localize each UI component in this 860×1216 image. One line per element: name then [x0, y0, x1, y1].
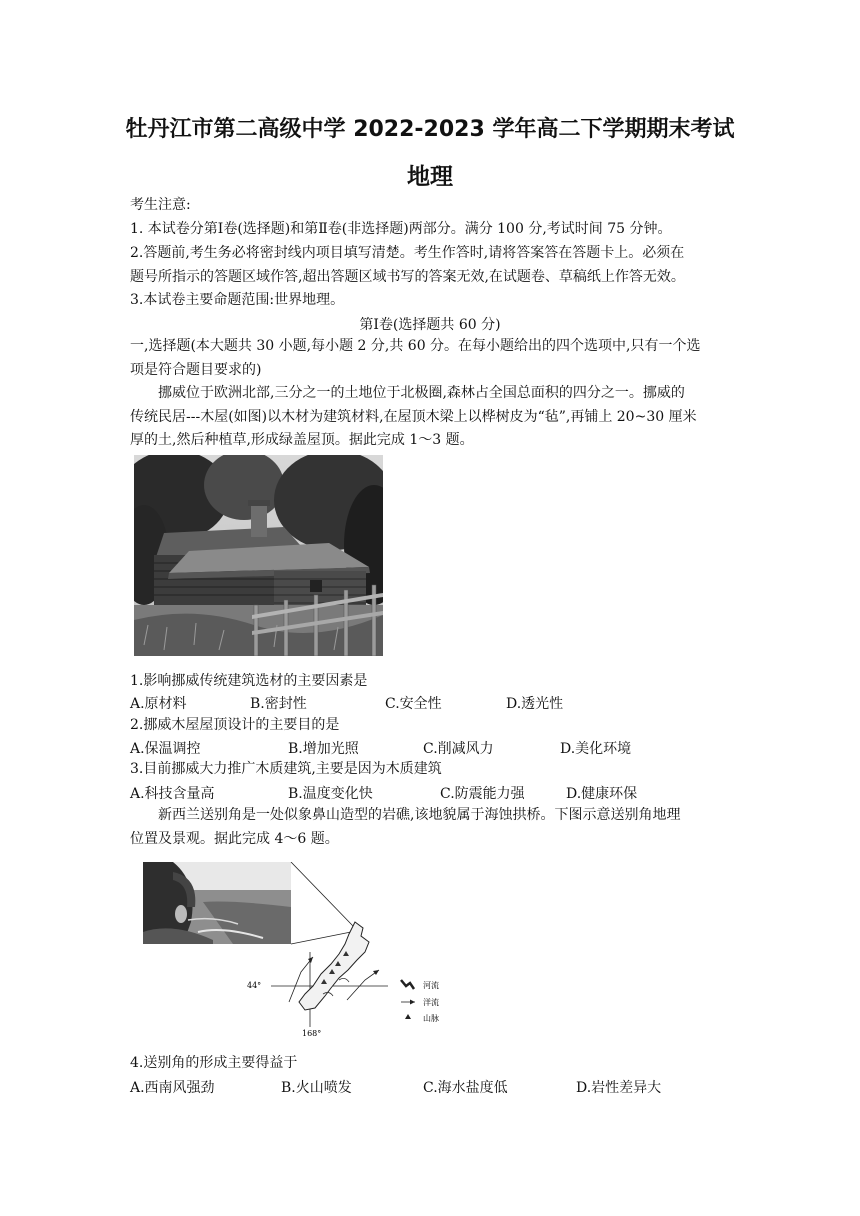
subject-title: 地理: [407, 164, 453, 190]
river-symbol-icon: [401, 980, 414, 989]
legend-label-river: 河流: [423, 981, 439, 990]
legend-label-mountain: 山脉: [423, 1014, 439, 1023]
option: C.海水盐度低: [423, 1080, 508, 1096]
section-heading: 第Ⅰ卷(选择题共 60 分): [359, 317, 501, 333]
notice-line: 1. 本试卷分第Ⅰ卷(选择题)和第Ⅱ卷(非选择题)两部分。满分 100 分,考试时间 75 分钟。: [130, 221, 672, 237]
norwegian-log-house-photo: [134, 455, 383, 656]
option: B.增加光照: [288, 741, 359, 757]
question-stem: 4.送别角的形成主要得益于: [130, 1055, 298, 1071]
longitude-label: 168°: [302, 1029, 322, 1038]
option: A.西南风强劲: [130, 1080, 215, 1096]
map-legend: [401, 980, 439, 1023]
new-zealand-map-figure: [143, 862, 539, 1040]
option: D.岩性差异大: [576, 1080, 662, 1096]
notice-heading: 考生注意:: [130, 197, 191, 213]
question-stem: 1.影响挪威传统建筑选材的主要因素是: [130, 673, 368, 689]
passage-line: 传统民居---木屋(如图)以木材为建筑材料,在屋顶木梁上以桦树皮为“毡”,再铺上 20~30 厘米: [130, 409, 697, 425]
notice-line: 题号所指示的答题区域作答,超出答题区域书写的答案无效,在试题卷、草稿纸上作答无效。: [130, 269, 685, 285]
mountain-symbol-icon: [405, 1014, 411, 1019]
notice-line: 3.本试卷主要命题范围:世界地理。: [130, 292, 345, 308]
option: D.健康环保: [566, 786, 638, 802]
exam-title: 牡丹江市第二高级中学 2022-2023 学年高二下学期期末考试: [125, 117, 735, 142]
sea-arch-photo: [143, 862, 291, 944]
option: B.密封性: [250, 696, 307, 712]
passage-line: 位置及景观。据此完成 4～6 题。: [130, 831, 339, 847]
section-intro: 一,选择题(本大题共 30 小题,每小题 2 分,共 60 分。在每小题给出的四个选项中,只有一个选: [130, 338, 701, 354]
passage-line: 厚的土,然后种植草,形成绿盖屋顶。据此完成 1～3 题。: [130, 432, 474, 448]
option: D.透光性: [506, 696, 564, 712]
latitude-label: 44°: [247, 981, 262, 990]
passage-line: 新西兰送别角是一处似象鼻山造型的岩礁,该地貌属于海蚀拱桥。下图示意送别角地理: [130, 807, 681, 823]
option: D.美化环境: [560, 741, 632, 757]
section-intro: 项是符合题目要求的): [130, 362, 262, 378]
legend-label-current: 洋流: [423, 998, 439, 1007]
option: C.削减风力: [423, 741, 494, 757]
question-stem: 2.挪威木屋屋顶设计的主要目的是: [130, 717, 340, 733]
option: B.温度变化快: [288, 786, 373, 802]
question-stem: 3.目前挪威大力推广木质建筑,主要是因为木质建筑: [130, 761, 442, 777]
notice-line: 2.答题前,考生务必将密封线内项目填写清楚。考生作答时,请将答案答在答题卡上。必须在: [130, 245, 685, 261]
option: A.原材料: [130, 696, 187, 712]
option: A.科技含量高: [130, 786, 215, 802]
passage-line: 挪威位于欧洲北部,三分之一的土地位于北极圈,森林占全国总面积的四分之一。挪威的: [130, 385, 685, 401]
option: A.保温调控: [130, 741, 201, 757]
option: B.火山喷发: [281, 1080, 352, 1096]
option: C.安全性: [385, 696, 442, 712]
option: C.防震能力强: [440, 786, 525, 802]
